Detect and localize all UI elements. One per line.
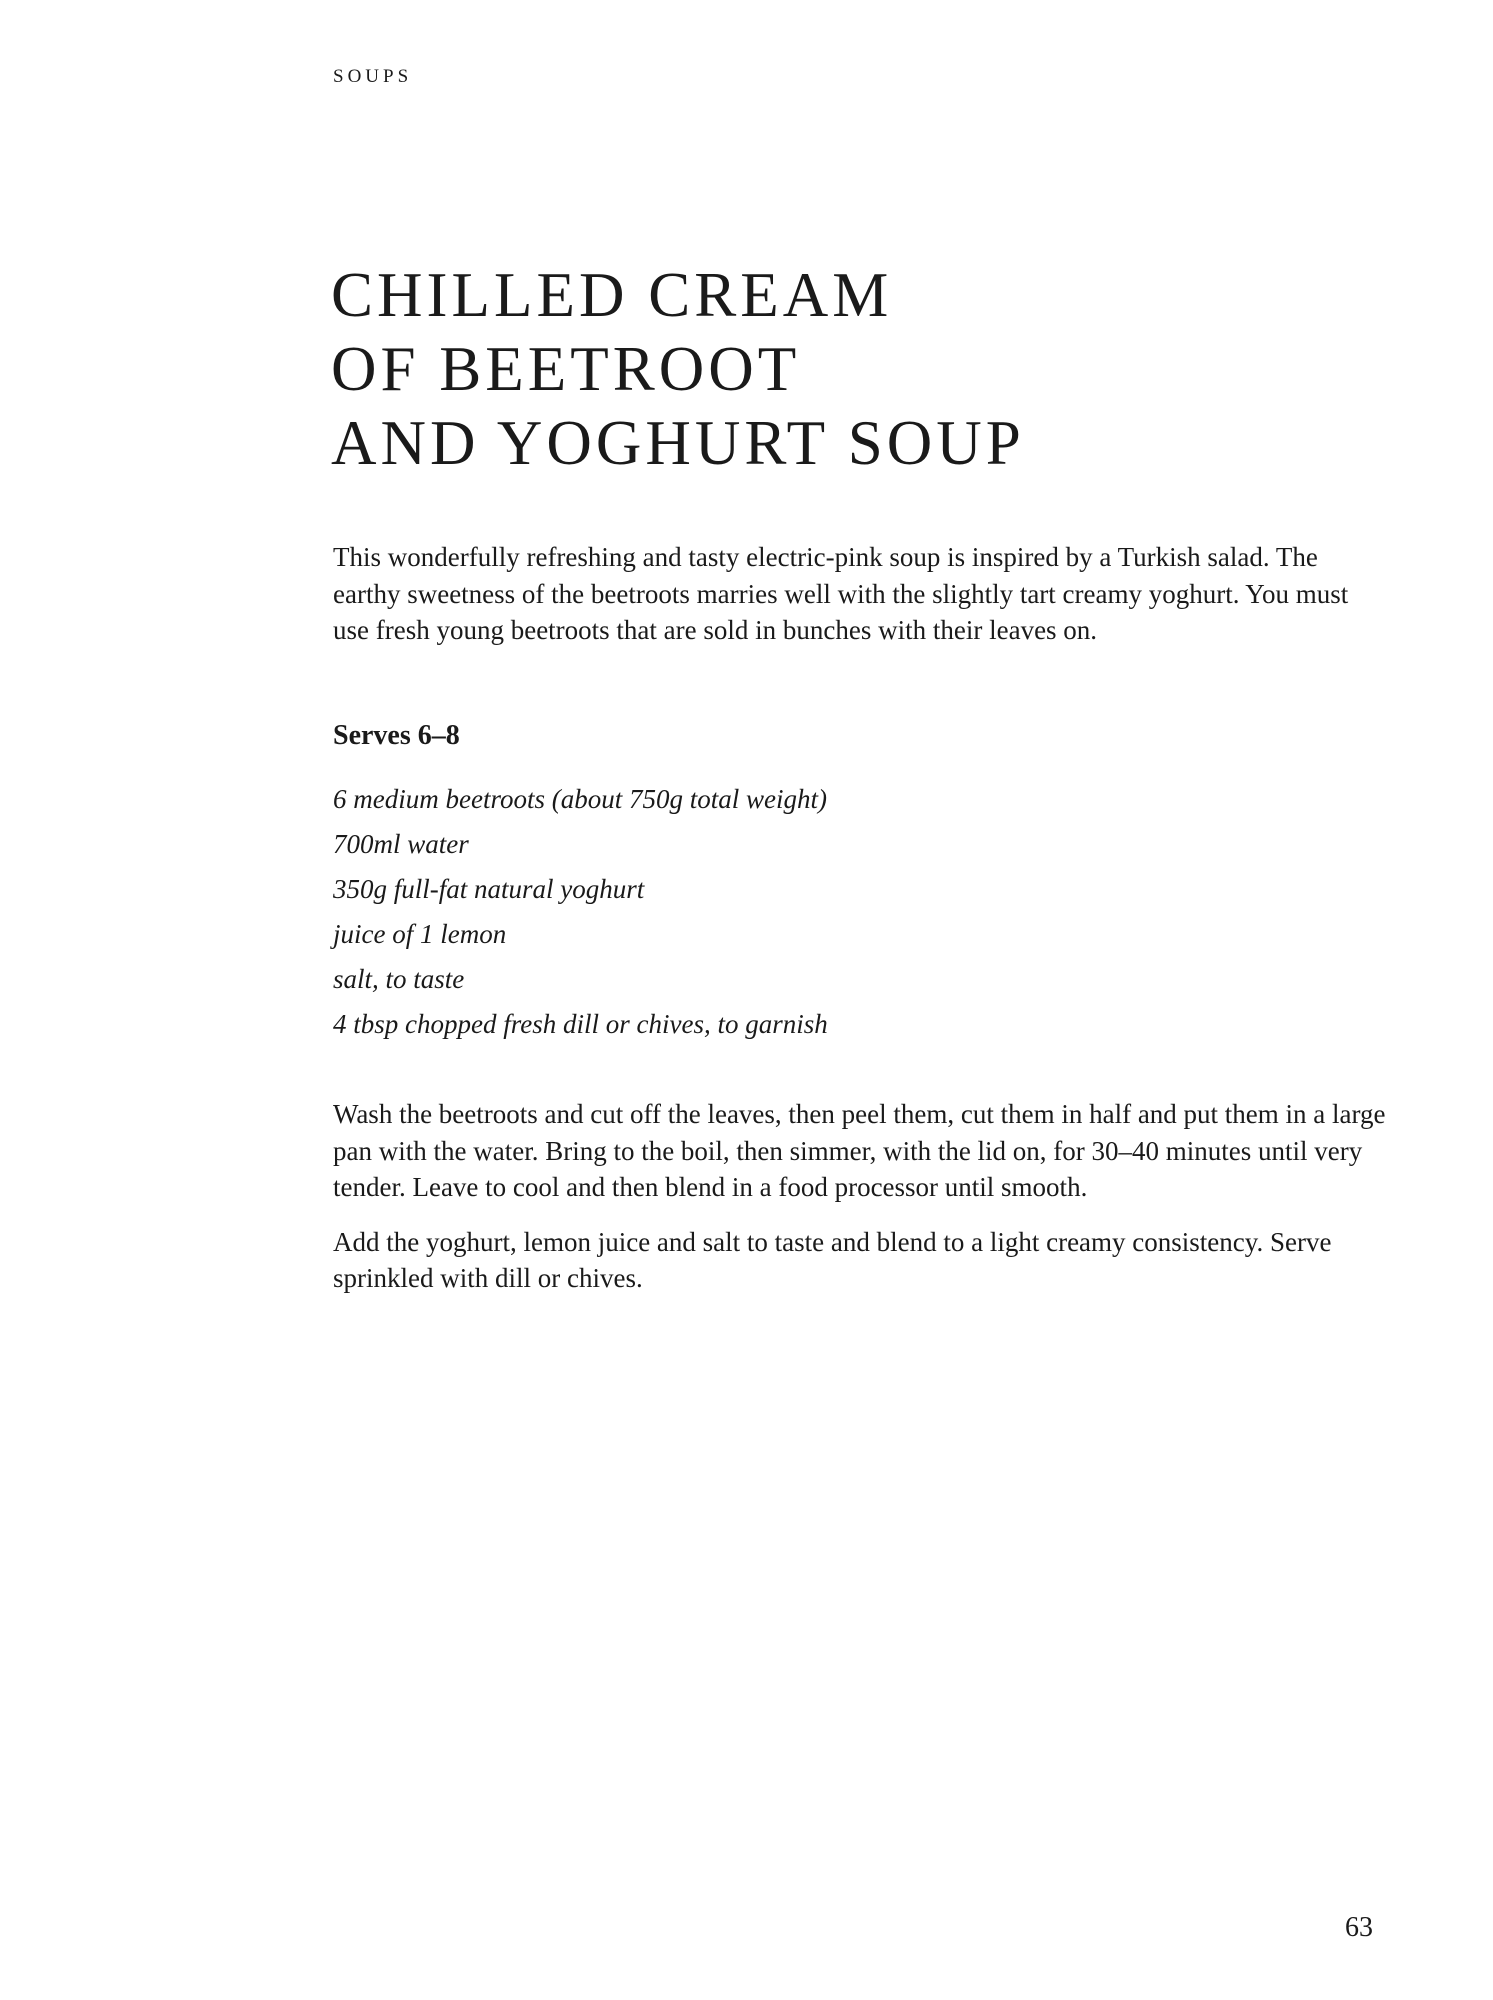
ingredient-item: 6 medium beetroots (about 750g total weight): [333, 784, 827, 814]
title-line: CHILLED CREAM: [331, 260, 893, 330]
ingredient-item: salt, to taste: [333, 964, 465, 994]
recipe-intro: This wonderfully refreshing and tasty electric-pink soup is inspired by a Turkish salad. The earthy sweetness of the beetroots marries well with the slightly tart creamy yoghurt. You must use fresh young beetroots that are sold in bunches with their leaves on.: [333, 542, 1349, 645]
title-line: AND YOGHURT SOUP: [331, 408, 1025, 478]
ingredient-item: 350g full-fat natural yoghurt: [333, 874, 645, 904]
method-section: [333, 1096, 1413, 1315]
method-paragraph: Wash the beetroots and cut off the leaves, then peel them, cut them in half and put them in a large pan with the water. Bring to the boil, then simmer, with the lid on, for 30–40 minutes until very tender. Leave to cool and then blend in a food processor until smooth.: [333, 1099, 1386, 1202]
recipe-title: [331, 258, 1025, 480]
serves-heading: Serves 6–8: [333, 720, 460, 751]
title-line: OF BEETROOT: [331, 334, 801, 404]
method-paragraph: Add the yoghurt, lemon juice and salt to taste and blend to a light creamy consistency. Serve sprinkled with dill or chives.: [333, 1226, 1332, 1293]
ingredient-item: 700ml water: [333, 829, 469, 859]
ingredient-item: juice of 1 lemon: [333, 919, 507, 949]
running-head: SOUPS: [333, 66, 413, 87]
ingredient-item: 4 tbsp chopped fresh dill or chives, to garnish: [333, 1009, 828, 1039]
page-number: 63: [1345, 1912, 1373, 1943]
ingredient-list: [333, 777, 828, 1047]
